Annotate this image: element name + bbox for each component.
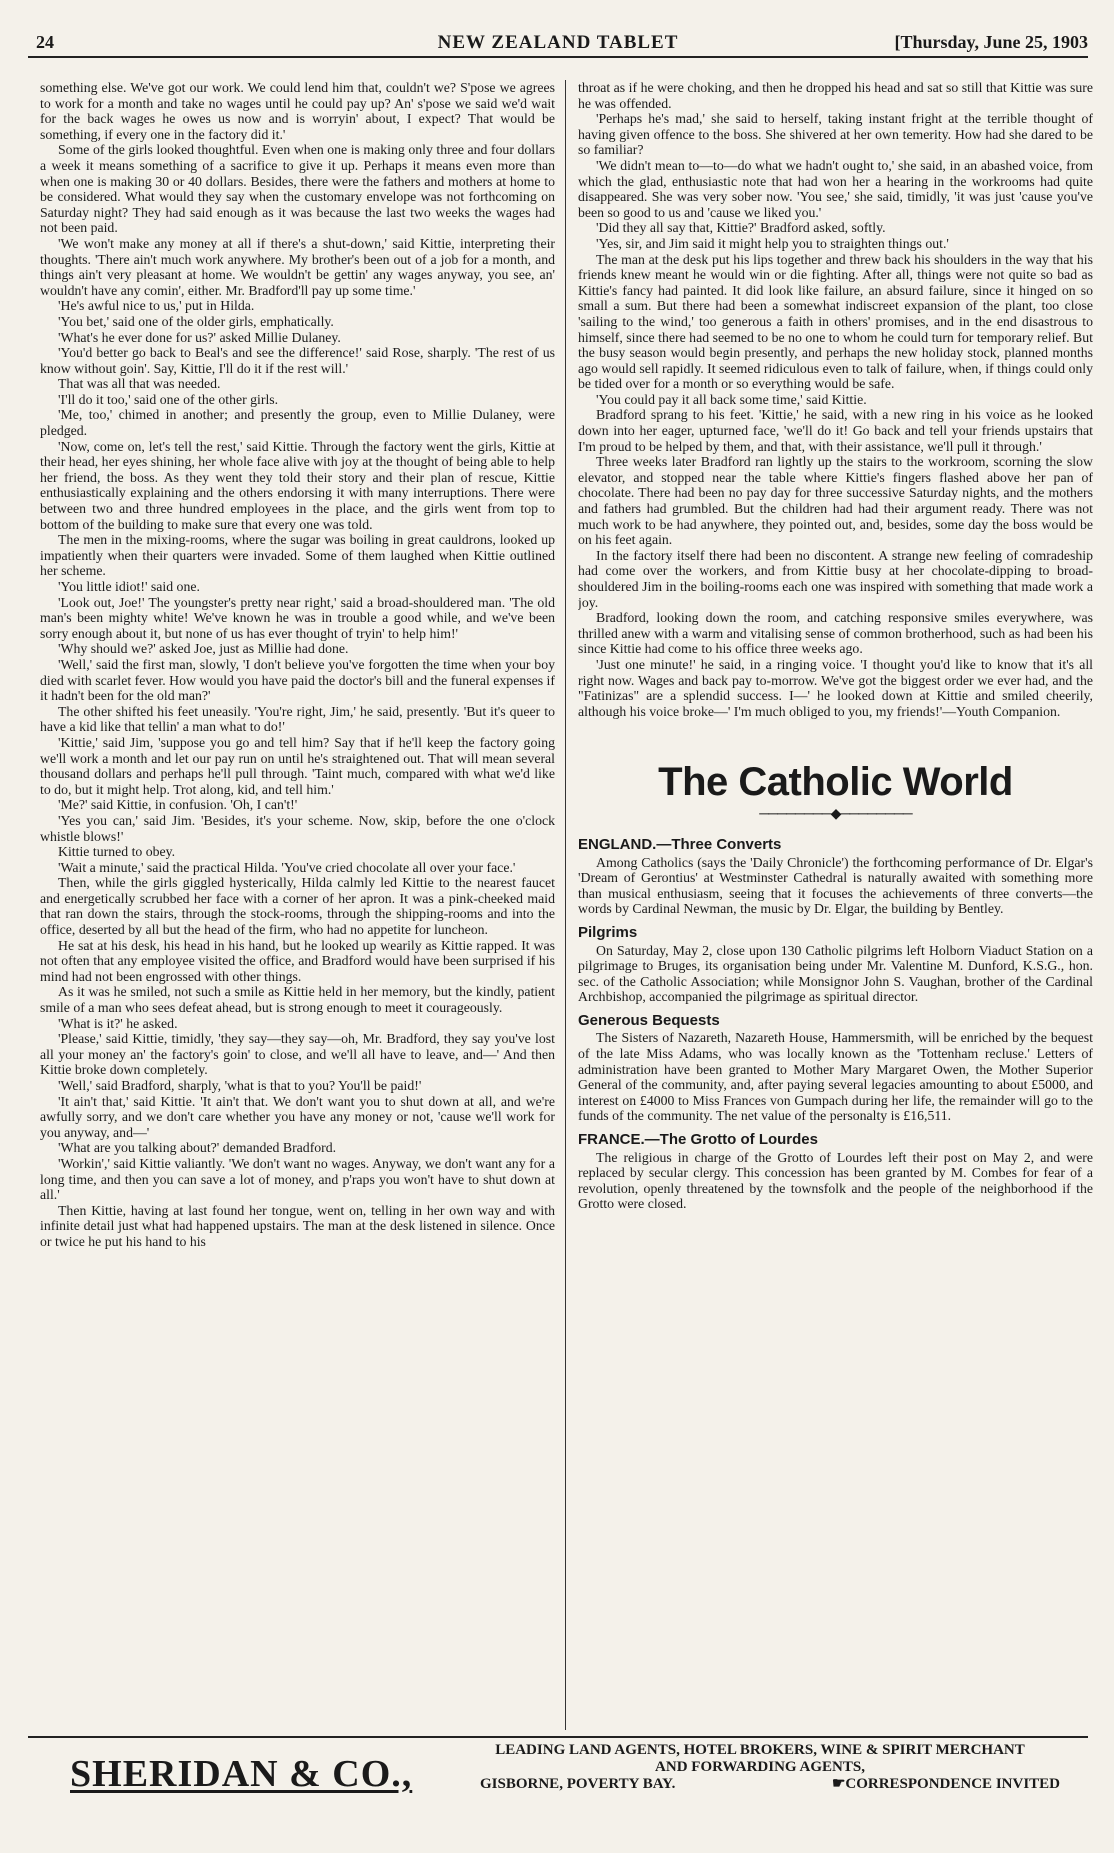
paragraph: The men in the mixing-rooms, where the sugar was boiling in great cauldrons, looked up impatiently when their quarters were invaded. Some of them laughed when Kittie outlined her scheme. [40, 532, 555, 579]
paragraph: 'You could pay it all back some time,' said Kittie. [596, 391, 867, 407]
paragraph: That was all that was needed. [58, 376, 221, 392]
advert-correspondence: ☛CORRESPONDENCE INVITED [831, 1776, 1060, 1792]
paragraph: 'Now, come on, let's tell the rest,' said Kittie. Through the factory went the girls, Kittie at their head, her eyes shining, her whole face alive with joy at the thought of being able to help her friend, the boss. As they went they told their story and their plan of rescue, Kittie enthusiastically explaining and the others endorsing it with many interruptions. There were between two and three hundred employees in the place, and the girls went from top to bottom of the building to make sure that every one was told. [40, 438, 555, 532]
news-heading: Pilgrims [578, 923, 638, 941]
paragraph: Then Kittie, having at last found her tongue, went on, telling in her own way and with infinite detail just what had happened upstairs. The man at the desk listened in silence. Once or twice he put his hand to his [40, 1202, 555, 1249]
paragraph: As it was he smiled, not such a smile as Kittie held in her memory, but the kindly, patient smile of a man who sees defeat ahead, but is strong enough to meet it courageously. [40, 984, 555, 1016]
paragraph: 'You little idiot!' said one. [58, 579, 200, 594]
paragraph: Bradford sprang to his feet. 'Kittie,' he said, with a new ring in his voice as he looked down into her eager, upturned face, 'we'll do it! Go back and tell your friends upstairs that I'm proud to be helped by them, and that, with their assistance, we'll pull it through.' [578, 407, 1093, 454]
news-heading: FRANCE.—The Grotto of Lourdes [578, 1131, 818, 1149]
paragraph: 'Me, too,' chimed in another; and presently the group, even to Millie Dulaney, were pledged. [40, 407, 555, 439]
paragraph: 'Please,' said Kittie, timidly, 'they say—they say—oh, Mr. Bradford, they say you've lost all your money an' the factory's goin' to close, and we'll all have to leave, and—' And then Kittie broke down completely. [40, 1031, 555, 1078]
paragraph: 'Perhaps he's mad,' she said to herself, taking instant fright at the terrible thought of having given offence to the boss. She shivered at her own temerity. How had she dared to be so familiar? [578, 111, 1093, 158]
paragraph: 'You bet,' said one of the older girls, emphatically. [58, 313, 334, 329]
paragraph: something else. We've got our work. We could lend him that, couldn't we? S'pose we agrees to work for a month and take no wages until he could pay up? An' s'pose we said we'd wait for the back wages he owes us now and is worryin' about, I expect? That would be something, if every one in the factory did it.' [40, 80, 555, 142]
paragraph: 'What is it?' he asked. [58, 1015, 178, 1031]
paragraph: 'Kittie,' said Jim, 'suppose you go and tell him? Say that if he'll keep the factory going we'll work a month and let our pay run on until he's straightened out. That will mean several thousand dollars and perhaps he'll pull through. 'Taint much, compared with what we'd like to do, but it might help. Trot along, kid, and tell him.' [40, 734, 555, 797]
paragraph: Kittie turned to obey. [58, 844, 176, 860]
section-title: The Catholic World [658, 760, 1013, 805]
paragraph: He sat at his desk, his head in his hand, but he looked up wearily as Kittie rapped. It was not often that any employee visited the office, and Bradford would have been surprised if his mind had not been engrossed with other things. [40, 937, 555, 984]
issue-date: [Thursday, June 25, 1903 [894, 32, 1088, 52]
paragraph: 'What are you talking about?' demanded Bradford. [58, 1140, 337, 1156]
paragraph: Bradford, looking down the room, and catching responsive smiles everywhere, was thrilled anew with a warm and vitalising sense of common brotherhood, such as had been his since Kittie had come to his office three weeks ago. [578, 610, 1093, 657]
paragraph: 'Well,' said the first man, slowly, 'I don't believe you've forgotten the time when your boy died with scarlet fever. How would you have paid the doctor's bill and the funeral expenses if it hadn't been for the old man?' [40, 656, 555, 704]
paragraph: 'Look out, Joe!' The youngster's pretty near right,' said a broad-shouldered man. 'The old man's been mighty white! We've known he was in trouble a good while, and we've been sorry enough about it, but none of us has ever thought of tryin' to help him!' [40, 594, 555, 641]
paragraph: 'Workin',' said Kittie valiantly. 'We don't want no wages. Anyway, we don't want any for a long time, and then you can save a lot of money, and p'raps you won't have to shut down at all.' [40, 1155, 555, 1203]
news-paragraph: Among Catholics (says the 'Daily Chronicle') the forthcoming performance of Dr. Elgar's 'Dream of Gerontius' at Westminster Cathedral is naturally awaited with something more than musical enthusiasm, seeing that it focuses the achievements of three converts—the words by Cardinal Newman, the music by Dr. Elgar, the building by Bentley. [578, 854, 1093, 917]
paragraph: The other shifted his feet uneasily. 'You're right, Jim,' he said, presently. 'But it's queer to have a kid like that tellin' a man what to do!' [40, 703, 555, 735]
paragraph: throat as if he were choking, and then he dropped his head and sat so still that Kittie was sure he was offended. [578, 80, 1093, 111]
advert-company-name: SHERIDAN & CO., [70, 1753, 413, 1795]
paragraph: The man at the desk put his lips together and threw back his shoulders in the way that his friends knew meant he would win or die fighting. After all, things were not quite so bad as Kittie's fancy had painted. It did look like failure, an absurd failure, since it hinged on so small a sum. But there had been a somewhat indiscreet expansion of the plant, too close 'sailing to the wind,' too generous a faith in others' promises, and in the end disastrous to himself, since there had seemed to be no one to whom he could turn for temporary relief. But the busy season would begin presently, and perhaps the new holiday stock, planned months ago would sell rapidly. It seemed ridiculous even to talk of failure, when, if things could only be tided over for a month or so everything would be safe. [578, 251, 1093, 392]
paragraph: 'Yes, sir, and Jim said it might help you to straighten things out.' [596, 235, 949, 251]
paragraph: 'I'll do it too,' said one of the other girls. [58, 391, 279, 407]
advert-details [440, 1742, 1080, 1793]
ornament-divider: ────────◆──────── [759, 807, 912, 823]
paragraph: 'Wait a minute,' said the practical Hilda. 'You've cried chocolate all over your face.' [58, 859, 516, 875]
story-column-right [578, 80, 1093, 1730]
paragraph: Some of the girls looked thoughtful. Even when one is making only three and four dollars a week it means something of a sacrifice to give it up. Perhaps it means even more than when one is making 30 or 40 dollars. Besides, there were the fathers and mothers at home to be considered. What would they say when the customary envelope was not forthcoming on Saturday night? They had said enough as it was because the last two weeks the wages had not been paid. [40, 142, 555, 236]
advert-line-2: AND FORWARDING AGENTS, [655, 1759, 865, 1775]
catholic-world-sections [578, 837, 1093, 1212]
page-number: 24 [36, 32, 54, 52]
paragraph: Then, while the girls giggled hysterically, Hilda calmly led Kittie to the nearest faucet and energetically scrubbed her face with a corner of her apron. It was a pink-cheeked maid that ran down the stairs, through the stock-rooms, through the shipping-rooms and into the office, deserted by all but the head of the firm, who had no appetite for luncheon. [40, 875, 555, 938]
news-paragraph: The Sisters of Nazareth, Nazareth House, Hammersmith, will be enriched by the bequest of the late Miss Adams, who was locally known as the 'Tottenham recluse.' Letters of administration have been granted to Mother Mary Margaret Owen, the Mother Superior General of the community, and, after paying several legacies amounting to about £5000, and interest on £4000 to Miss Frances von Gumpach during her life, the remainder will go to the funds of the community. The net value of the personalty is £16,511. [578, 1030, 1093, 1124]
paragraph: In the factory itself there had been no discontent. A strange new feeling of comradeship had come over the workers, and from Kittie busy at her chocolate-dipping to broad-shouldered Jim in the boiling-rooms each one was inspired with something that made work a joy. [578, 547, 1093, 610]
paragraph: 'We didn't mean to—to—do what we hadn't ought to,' she said, in an abashed voice, from which the glad, enthusiastic note that had won her a hearing in the workrooms had quite disappeared. She was very sober now. 'You see,' she said, timidly, 'it was just 'cause you've been so good to us and 'cause we liked you.' [578, 157, 1093, 220]
paragraph: 'What's he ever done for us?' asked Millie Dulaney. [58, 329, 341, 345]
paragraph: 'It ain't that,' said Kittie. 'It ain't that. We don't want you to shut down at all, and we're awfully sorry, and we don't care whether you have any money or not, 'cause we'll work for you anyway, and—' [40, 1093, 555, 1140]
advert-line-1: LEADING LAND AGENTS, HOTEL BROKERS, WINE & SPIRIT MERCHANT [495, 1742, 1025, 1758]
paragraph: 'You'd better go back to Beal's and see the difference!' said Rose, sharply. 'The rest of us know without goin'. Say, Kittie, I'll do it if the rest will.' [40, 345, 555, 376]
paragraph: 'Yes you can,' said Jim. 'Besides, it's your scheme. Now, skip, before the one o'clock whistle blows!' [40, 812, 555, 844]
paragraph: Three weeks later Bradford ran lightly up the stairs to the workroom, scorning the slow elevator, and stopped near the table where Kittie's fingers flashed above her pan of chocolate. There had been no pay day for three successive Saturday nights, and the mothers and fathers had grumbled. But the children had had their argument ready. There was not much work to be had anywhere, they pointed out, and, besides, some day the boss would be on his feet again. [578, 454, 1093, 548]
paragraph: 'He's awful nice to us,' put in Hilda. [58, 298, 255, 314]
news-paragraph: The religious in charge of the Grotto of Lourdes left their post on May 2, and were replaced by secular clergy. This concession has been granted by M. Combes for fear of a revolution, openly threatened by the townsfolk and the people of the neighborhood if the Grotto were closed. [578, 1149, 1093, 1212]
story-continuation [578, 80, 1093, 719]
footer-rule [28, 1736, 1088, 1738]
news-heading: ENGLAND.—Three Converts [578, 835, 782, 853]
paragraph: 'We won't make any money at all if there's a shut-down,' said Kittie, interpreting their thoughts. 'There ain't much work anywhere. My brother's been out of a job for a month, and things ain't very pleasant at home. We wouldn't be gettin' any wages anyway, you see, an' wouldn't have any comin', either. Mr. Bradford'll pay up some time.' [40, 235, 555, 298]
paragraph: 'Just one minute!' he said, in a ringing voice. 'I thought you'd like to know that it's all right now. Wages and back pay to-morrow. We've got the biggest order we ever had, and the "Fatinizas" are a splendid success. I—' he looked down at Kittie and smiled cheerily, although his voice broke—' I'm much obliged to you, my friends!'—Youth Companion. [578, 656, 1093, 719]
story-column-left [40, 80, 555, 1730]
masthead: NEW ZEALAND TABLET [437, 32, 679, 53]
paragraph: 'Did they all say that, Kittie?' Bradford asked, softly. [596, 220, 886, 236]
news-heading: Generous Bequests [578, 1011, 720, 1029]
paragraph: 'Me?' said Kittie, in confusion. 'Oh, I can't!' [58, 797, 298, 813]
paragraph: 'Well,' said Bradford, sharply, 'what is that to you? You'll be paid!' [58, 1078, 422, 1093]
advert-location: GISBORNE, POVERTY BAY. [480, 1776, 676, 1792]
paragraph: 'Why should we?' asked Joe, just as Millie had done. [58, 641, 349, 657]
news-paragraph: On Saturday, May 2, close upon 130 Catholic pilgrims left Holborn Viaduct Station on a pilgrimage to Bruges, its organisation being under Mr. Valentine M. Dunford, K.S.G., hon. sec. of the Catholic Association; while Monsignor John S. Vaughan, brother of the Cardinal Archbishop, accompanied the pilgrimage as spiritual director. [578, 942, 1093, 1005]
page-header [28, 30, 1088, 58]
column-divider [565, 80, 566, 1730]
